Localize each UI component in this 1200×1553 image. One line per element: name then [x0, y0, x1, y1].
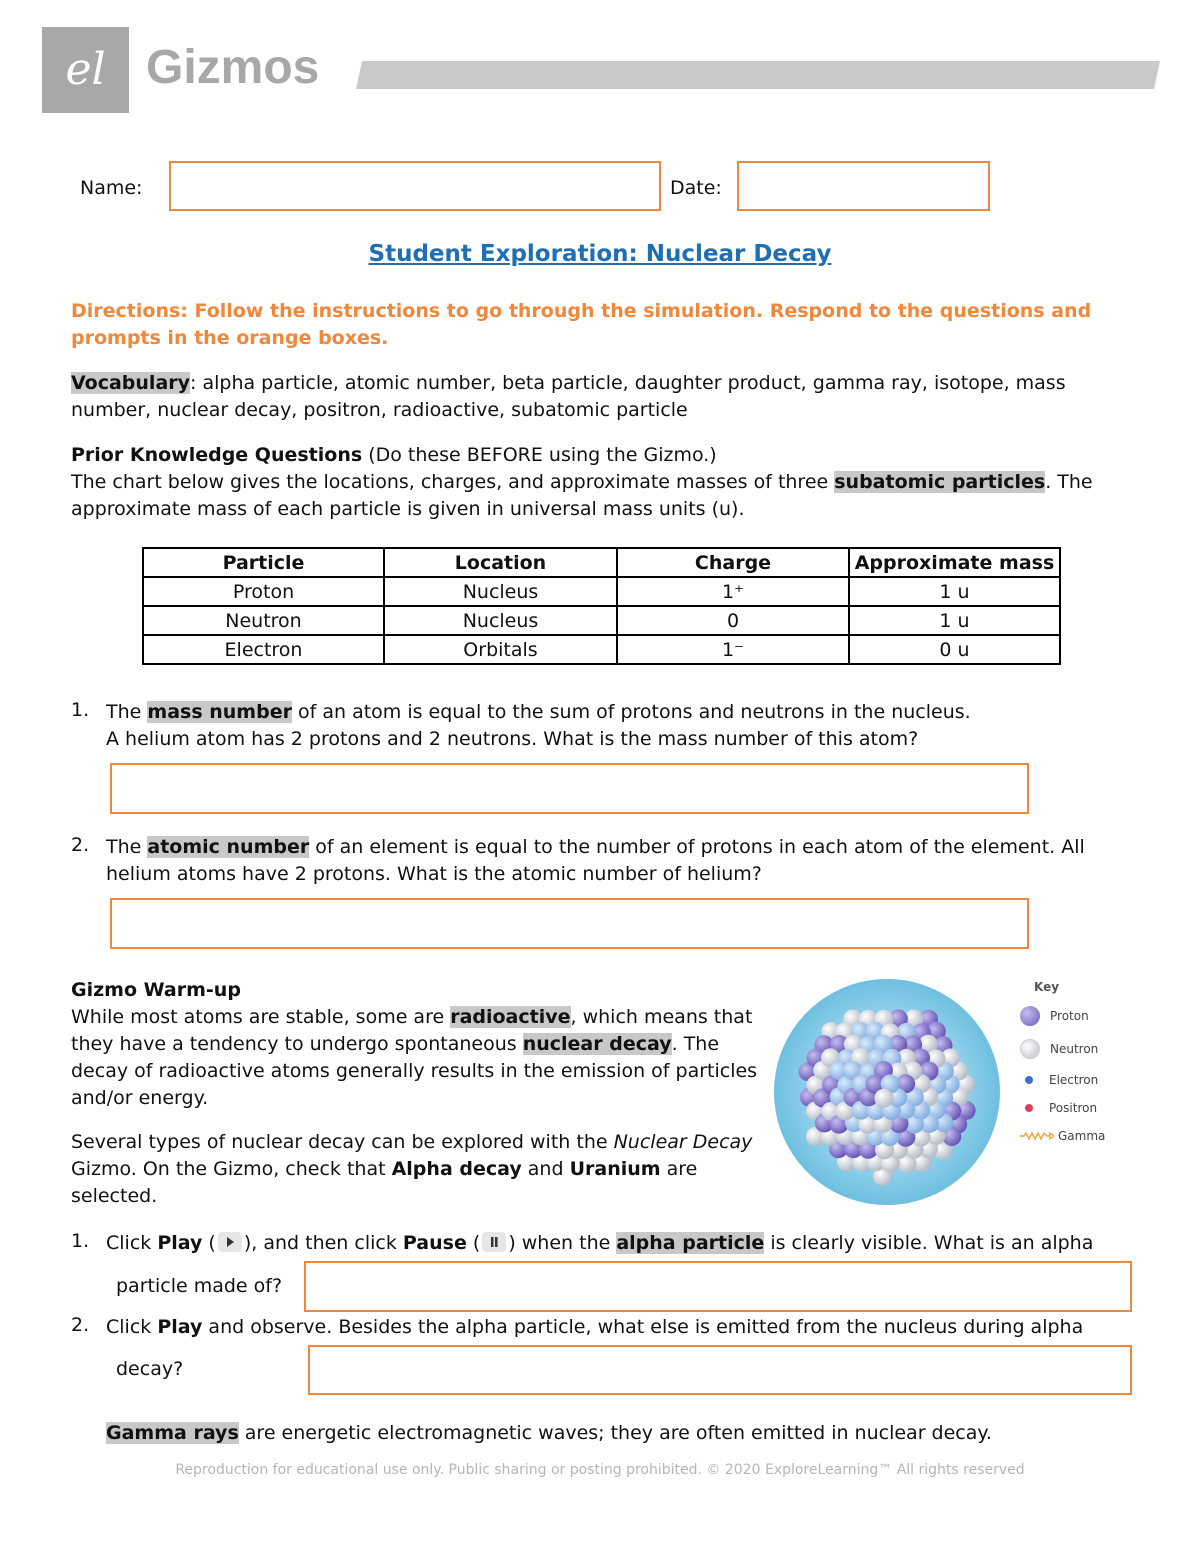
atomic-number-term: atomic number [147, 836, 310, 858]
radioactive-term: radioactive [450, 1006, 571, 1028]
table-header: Charge [617, 548, 849, 577]
gizmos-logo [42, 27, 129, 113]
electron-icon [1025, 1076, 1033, 1084]
header-bar [356, 61, 1160, 89]
nuclear-decay-term: nuclear decay [522, 1033, 672, 1055]
warmup-question-1-continuation: particle made of? [116, 1275, 283, 1297]
prior-heading: Prior Knowledge Questions [71, 444, 363, 466]
mass-number-term: mass number [147, 701, 292, 723]
play-icon [218, 1232, 242, 1252]
prior-knowledge: Prior Knowledge Questions (Do these BEFORE using the Gizmo.) The chart below gives the locations, charges, and approximate masses of three subatomic particles. The approximate mass of each particle is given in universal mass units (u). [71, 444, 1093, 520]
table-cell: Proton [143, 577, 384, 606]
table-row [143, 635, 1060, 664]
key-title: Key [1034, 980, 1060, 994]
subatomic-particles-term: subatomic particles [834, 471, 1046, 493]
name-field[interactable] [169, 161, 661, 211]
positron-icon [1025, 1104, 1033, 1112]
table-header: Approximate mass [849, 548, 1060, 577]
warmup-question-2-text: Click Play and observe. Besides the alpha particle, what else is emitted from the nucleus during alpha [106, 1316, 1084, 1338]
table-cell: Neutron [143, 606, 384, 635]
date-label: Date: [670, 177, 722, 199]
table-cell: 1 u [849, 577, 1060, 606]
vocabulary: Vocabulary: alpha particle, atomic number, beta particle, daughter product, gamma ray, isotope, mass number, nuclear decay, positron, radioactive, subatomic particle [71, 372, 1066, 421]
gamma-note: Gamma rays are energetic electromagnetic waves; they are often emitted in nuclear decay. [106, 1422, 992, 1444]
question-number: 1. [71, 699, 90, 721]
table-cell: Electron [143, 635, 384, 664]
table-header-row [143, 548, 1060, 577]
answer-box-q1[interactable] [110, 763, 1029, 814]
key-item-electron: Electron [1025, 1073, 1098, 1087]
answer-box-q2[interactable] [110, 898, 1029, 949]
vocabulary-terms: alpha particle, atomic number, beta particle, daughter product, gamma ray, isotope, mass number, nuclear decay, positron, radioactive, subatomic particle [71, 372, 1066, 421]
table-cell: Nucleus [384, 577, 617, 606]
date-field[interactable] [737, 161, 990, 211]
answer-box-warmup-q1[interactable] [304, 1261, 1132, 1312]
question-1-text: The mass number of an atom is equal to the sum of protons and neutrons in the nucleus. A helium atom has 2 protons and 2 neutrons. What is the mass number of this atom? [106, 701, 971, 750]
table-cell: Nucleus [384, 606, 617, 635]
table-cell: 0 [617, 606, 849, 635]
question-2-text: The atomic number of an element is equal to the number of protons in each atom of the element. All helium atoms have 2 protons. What is the atomic number of helium? [106, 836, 1085, 885]
nucleon [874, 1089, 893, 1108]
question-number: 1. [71, 1230, 90, 1252]
gamma-rays-term: Gamma rays [106, 1422, 239, 1444]
pause-icon [482, 1232, 506, 1252]
table-row [143, 606, 1060, 635]
question-number: 2. [71, 1314, 90, 1336]
neutron-icon [1020, 1039, 1040, 1059]
answer-box-warmup-q2[interactable] [308, 1345, 1132, 1395]
name-label: Name: [80, 177, 143, 199]
warmup-question-1-text: Click Play ( ), and then click Pause ( ) when the alpha particle is clearly visible. What is an alpha [106, 1232, 1094, 1254]
gamma-wave-icon [1020, 1131, 1054, 1141]
key-item-gamma: Gamma [1020, 1129, 1105, 1143]
warmup-paragraph-1: Gizmo Warm-up While most atoms are stable, some are radioactive, which means that they have a tendency to undergo spontaneous nuclear decay. The decay of radioactive atoms generally results in the emission of particles and/or energy. [71, 979, 758, 1109]
key-item-neutron: Neutron [1020, 1039, 1098, 1059]
table-cell: 1 u [849, 606, 1060, 635]
nucleus-illustration [773, 978, 1001, 1206]
table-cell: Orbitals [384, 635, 617, 664]
table-cell: 1⁻ [617, 635, 849, 664]
warmup-question-2-continuation: decay? [116, 1358, 184, 1380]
particle-table [142, 547, 1061, 665]
table-row [143, 577, 1060, 606]
logo-mark: el [65, 44, 106, 95]
question-number: 2. [71, 834, 90, 856]
nucleus-svg [773, 978, 1001, 1206]
warmup-heading: Gizmo Warm-up [71, 979, 241, 1001]
particle-key [1020, 978, 1140, 1158]
footer-copyright: Reproduction for educational use only. Public sharing or posting prohibited. © 2020 ExploreLearning™ All rights reserved [175, 1462, 1025, 1478]
table-header: Particle [143, 548, 384, 577]
key-item-proton: Proton [1020, 1006, 1089, 1026]
table-cell: 1⁺ [617, 577, 849, 606]
proton-icon [1020, 1006, 1040, 1026]
warmup-paragraph-2: Several types of nuclear decay can be explored with the Nuclear Decay Gizmo. On the Gizmo, check that Alpha decay and Uranium are selected. [71, 1131, 753, 1207]
directions: Directions: Follow the instructions to go through the simulation. Respond to the questions and prompts in the orange boxes. [71, 300, 1092, 349]
brand-name: Gizmos [146, 41, 320, 94]
page-title: Student Exploration: Nuclear Decay [368, 241, 832, 267]
key-item-positron: Positron [1025, 1101, 1097, 1115]
table-header: Location [384, 548, 617, 577]
vocabulary-label: Vocabulary [71, 372, 191, 394]
table-cell: 0 u [849, 635, 1060, 664]
alpha-particle-term: alpha particle [616, 1232, 765, 1254]
